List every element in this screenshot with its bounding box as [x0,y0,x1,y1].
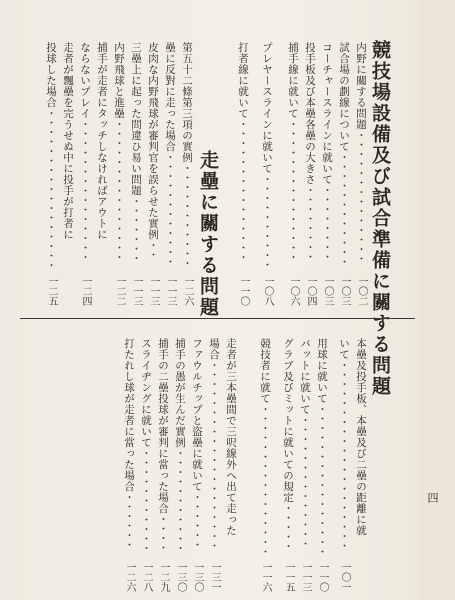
toc-lower-entry-page: 一一三 [148,276,159,306]
toc-lower-entry [120,338,134,592]
leader-dots: ・・・・・・・・・・・・・・・・ [316,404,328,556]
toc-upper-entry [352,338,366,592]
toc-upper-entry-page: 一〇四 [305,276,316,306]
toc-lower-entry-page: 一三〇 [175,562,186,592]
toc-upper-entry-title: バットに就いて [299,338,311,415]
toc-upper-entry [279,338,293,592]
toc-upper-entry-title: 打者線に就いて [237,42,249,119]
toc-lower-entry-page: 一三〇 [192,562,203,592]
leader-dots: ・・・・・・・・・・・ [140,448,152,553]
toc-upper-entry-page: 一一六 [260,562,271,592]
section-title-field: 競技場設備及び試合準備に關する問題 [369,40,391,397]
toc-lower-entry [154,338,168,592]
toc-upper-entry [301,42,315,306]
toc-upper-entry-page: 一〇三 [339,276,350,306]
toc-upper-entry [313,338,327,592]
toc-lower-entry-title: 場合 [208,338,220,360]
leader-dots: ・・・・・・・・ [304,185,316,261]
leader-dots: ・・・・・・・・・・・・ [338,152,350,266]
toc-lower-entry [171,338,185,592]
toc-upper-entry-title: いて [338,338,350,360]
leader-dots: ・・・・・・・・・・・・・・・・ [259,404,271,556]
toc-lower-entry [144,42,158,306]
leader-dots: ・・・・ [157,514,169,552]
leader-dots: ・・ [147,240,159,259]
toc-lower-entry-page: 一三一 [209,562,220,592]
toc-lower-entry-page: 一二六 [182,276,193,306]
toc-upper-entry-title: 内野に關する問題 [355,42,367,130]
toc-lower-entry-page: 一一三 [165,276,176,306]
toc-upper-entry-page: 一〇六 [288,276,299,306]
toc-lower-entry-title: ならないプレイ [79,42,91,119]
toc-upper-entry [256,338,270,592]
page-folio: 四 [426,492,439,503]
leader-dots: ・・・・・・・ [130,196,142,263]
toc-lower-entry-title: スライヂングに就いて [140,338,152,448]
toc-lower-entry [93,42,107,306]
toc-lower-entry-page: 一二五 [46,276,57,306]
toc-lower-entry-title: 三壘上に起った問違ひ易い問題 [130,42,142,196]
leader-dots: ・・・・・・ [123,492,135,549]
toc-upper-entry-title: コーチャースラインに就いて [321,42,333,185]
toc-lower-entry-title: 捕手の二壘投球が審判に當った場合 [157,338,169,514]
leader-dots: ・・・・・・・・・・・・・・・・・ [45,108,57,270]
toc-lower-entry-title: 壘に反對に走った場合 [164,42,176,152]
toc-lower-entry-page: 一二四 [80,276,91,306]
leader-dots: ・・・・・・・・・・・ [181,163,193,268]
toc-lower-entry-page: 一二二 [114,276,125,306]
toc-upper-entry-title: 本壘及投手板、本壘及び二壘の距離に就 [355,338,367,536]
toc-lower-entry [59,42,73,306]
toc-lower-entry-title: 走者が飄壘を完うせぬ中に投手が打者に [62,42,74,240]
toc-upper-entry [234,42,248,306]
toc-lower-entry [110,42,124,306]
toc-lower-entry-title: 第五十二條第三項の實例 [181,42,193,163]
leader-dots: ・・・・・・・・・・・・・・・ [237,119,249,262]
horizontal-divider [20,318,415,319]
toc-lower-entry-page: 一一三 [131,276,142,306]
toc-upper-entry-page: 一〇一 [339,562,350,592]
toc-upper-entry-page: 一一〇 [238,276,249,306]
toc-upper-entry-page: 一一五 [283,562,294,592]
toc-lower-entry [205,338,219,592]
toc-lower-entry [76,42,90,306]
leader-dots: ・・・・・・ [191,492,203,549]
toc-upper-entry-title: グラブ及びミットに就いての規定 [282,338,294,503]
toc-lower-entry-title: ファウルチップと盜壘に就いて [191,338,203,492]
leader-dots: ・・・・・・・・・・ [261,174,273,269]
toc-lower-entry [42,42,56,306]
toc-lower-entry [188,338,202,592]
toc-lower-entry-title: 皮肉な内野飛球が審判官を誤らせた實例 [147,42,159,240]
toc-upper-entry [284,42,298,306]
toc-lower-entry-title: 内野飛球と進壘 [113,42,125,119]
toc-lower-entry-page: 一二八 [141,562,152,592]
toc-upper-entry [335,338,349,592]
toc-lower-entry [222,338,236,592]
toc-upper-entry [318,42,332,306]
toc-upper-entry-title: 試合場の劃線について [338,42,350,152]
toc-upper-entry-page: 一〇八 [262,276,273,306]
toc-upper-entry-title: 競技者に就て [259,338,271,404]
leader-dots: ・・・・・・・・・・・・・・ [299,415,311,548]
toc-upper-entry-page: 一一〇 [317,562,328,592]
page-margin [418,0,455,600]
toc-lower-entry [161,42,175,306]
toc-lower-entry-title: 捕手の愚が生んだ實例 [174,338,186,448]
toc-lower-entry-page: 一二六 [124,562,135,592]
leader-dots: ・・・・・ [282,503,294,551]
toc-upper-entry [352,42,366,306]
toc-lower-entry-title: 投球した場合 [45,42,57,108]
toc-lower-entry-title: 打たれし球が走者に當った場合 [123,338,135,492]
toc-upper-entry-title: 用球に就いて [316,338,328,404]
toc-upper-entry [296,338,310,592]
section-title-baserunning: 走壘に關する問題 [197,150,219,318]
toc-lower-entry [178,42,192,306]
leader-dots: ・・・・・・・・・・・・・・・・・・・・ [208,360,220,550]
toc-upper-entry [258,42,272,306]
toc-lower-entry [137,338,151,592]
toc-upper-entry-title: プレヤースラインに就いて [261,42,273,174]
leader-dots: ・・・・・・・・・・・・・・・・・・・・ [338,360,350,550]
leader-dots: ・・・・・・・・・・・・・・・ [79,119,91,262]
toc-upper-entry-page: 一〇三 [322,276,333,306]
toc-upper-entry-title: 投手板及び本壘各壘の大きさ [304,42,316,185]
toc-lower-entry [127,42,141,306]
leader-dots: ・・・・・・・・・・・・・・・ [113,119,125,262]
toc-lower-entry-title: 走者が三本壘間で三呎線外へ出て走った [225,338,237,536]
toc-lower-entry-page: 一二九 [158,562,169,592]
leader-dots: ・・・・・・・・・・・ [174,448,186,553]
leader-dots: ・・・・・・・・・・・・・・ [355,130,367,263]
leader-dots: ・・・・・・・・・・・・・・・ [287,119,299,262]
toc-upper-entry-page: 一〇二 [356,276,367,306]
toc-upper-entry-title: 捕手線に就いて [287,42,299,119]
leader-dots: ・・・・・・・・・・・・ [164,152,176,266]
toc-upper-entry-page: 一一三 [300,562,311,592]
toc-upper-entry [335,42,349,306]
leader-dots: ・・・・・・・・ [321,185,333,261]
toc-lower-entry-title: 捕手が走者にタッチしなければアウトに [96,42,108,240]
